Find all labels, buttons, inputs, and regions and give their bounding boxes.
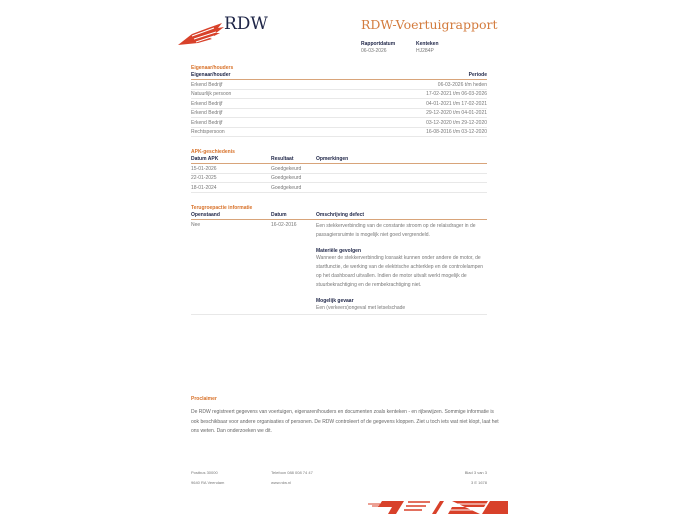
period-cell: 06-03-2026 t/m heden	[309, 80, 487, 90]
footer-address	[191, 468, 224, 488]
possible-danger-text: Een (verkeers)ongeval met letselschade	[316, 304, 406, 311]
footer-page-number: Blad 3 van 3	[464, 470, 487, 475]
apk-remarks-cell	[316, 164, 487, 174]
period-cell: 16-08-2016 t/m 03-12-2020	[309, 127, 487, 137]
footer-phone: Telefoon 088 008 74 47	[271, 470, 313, 475]
period-cell: 03-12-2020 t/m 29-12-2020	[309, 118, 487, 128]
recall-desc-cell	[316, 220, 487, 315]
period-cell: 17-02-2021 t/m 06-03-2026	[309, 89, 487, 99]
license-plate-label: Kenteken	[416, 41, 439, 47]
footer-page-info	[440, 468, 487, 488]
apk-date-cell: 22-01-2025	[191, 173, 271, 183]
table-row	[191, 220, 487, 315]
footer-address-line2: 9640 RA Veendam	[191, 480, 225, 485]
apk-remarks-column-header: Opmerkingen	[316, 155, 487, 164]
apk-result-cell: Goedgekeurd	[271, 173, 316, 183]
apk-date-cell: 15-01-2026	[191, 164, 271, 174]
owner-cell: Erkend Bedrijf	[191, 118, 309, 128]
material-consequences-title: Materiële gevolgen	[316, 247, 362, 254]
recall-open-column-header: Openstaand	[191, 211, 271, 220]
table-row	[191, 99, 487, 109]
report-date-label: Rapportdatum	[361, 41, 396, 47]
report-date-value: 06-03-2026	[361, 48, 387, 54]
table-row	[191, 108, 487, 118]
period-column-header: Periode	[309, 71, 487, 80]
footer-address-line1: Postbus 30000	[191, 470, 218, 475]
defect-description: Een stekkerverbinding van de constante stroom op de relaisdrager in de passagiersruimte is mogelijk niet goed vergrendeld.	[316, 222, 476, 238]
license-plate-value: HJ284P	[416, 48, 434, 54]
footer-contact	[271, 468, 313, 488]
apk-result-cell: Goedgekeurd	[271, 164, 316, 174]
owners-table	[191, 71, 487, 137]
owner-column-header: Eigenaar/houder	[191, 71, 309, 80]
table-row	[191, 183, 487, 193]
apk-date-cell: 18-01-2024	[191, 183, 271, 193]
period-cell: 29-12-2020 t/m 04-01-2021	[309, 108, 487, 118]
material-consequences-text: Wanneer de stekkerverbinding losraakt kunnen onder andere de motor, de startfunctie, de werking van de elektrische achterklep en de controlelampen op het dashboard uitvallen. Indien de motor uitvalt werkt mogelijk de stuurbekrachtiging en de rembekrachtiging niet.	[316, 254, 484, 288]
recall-date-cell: 16-02-2016	[271, 220, 316, 315]
owner-cell: Rechtspersoon	[191, 127, 309, 137]
owner-cell: Natuurlijk persoon	[191, 89, 309, 99]
apk-remarks-cell	[316, 183, 487, 193]
disclaimer-title: Proclaimer	[191, 396, 217, 402]
footer-code: 3 E 1678	[470, 480, 487, 485]
apk-remarks-cell	[316, 173, 487, 183]
owner-cell: Erkend Bedrijf	[191, 108, 309, 118]
owner-cell: Erkend Bedrijf	[191, 80, 309, 90]
report-title: RDW-Voertuigrapport	[361, 17, 498, 32]
recall-section-title: Terugroepactie informatie	[191, 205, 253, 211]
recall-open-cell: Nee	[191, 220, 271, 315]
owner-cell: Erkend Bedrijf	[191, 99, 309, 109]
logo-text: RDW	[224, 14, 268, 34]
table-row	[191, 80, 487, 90]
apk-result-cell: Goedgekeurd	[271, 183, 316, 193]
footer-website[interactable]: www.rdw.nl	[271, 480, 292, 485]
rdw-logo-icon	[178, 22, 226, 46]
apk-date-column-header: Datum APK	[191, 155, 271, 164]
owners-section-title: Eigenaar/houders	[191, 65, 234, 71]
table-row	[191, 127, 487, 137]
possible-danger-title: Mogelijk gevaar	[316, 297, 354, 304]
table-row	[191, 118, 487, 128]
table-row	[191, 89, 487, 99]
table-row	[191, 164, 487, 174]
period-cell: 04-01-2021 t/m 17-02-2021	[309, 99, 487, 109]
recall-desc-column-header: Omschrijving defect	[316, 211, 487, 220]
apk-result-column-header: Resultaat	[271, 155, 316, 164]
apk-table	[191, 155, 487, 193]
recall-table	[191, 211, 487, 315]
recall-date-column-header: Datum	[271, 211, 316, 220]
table-row	[191, 173, 487, 183]
rdw-stripes-decoration-icon	[368, 496, 508, 514]
apk-section-title: APK-geschiedenis	[191, 149, 235, 155]
disclaimer-text: De RDW registreert gegevens van voertuigen, eigenaren/houders en documenten zoals kenteken - en rijbewijzen. Sommige informatie is ook beschikbaar voor andere organisaties of personen. De RDW controleert of de gegevens kloppen. Ziet u toch iets wat niet klopt, laat het ons weten. Dan onderzoeken we dit.	[191, 409, 499, 434]
